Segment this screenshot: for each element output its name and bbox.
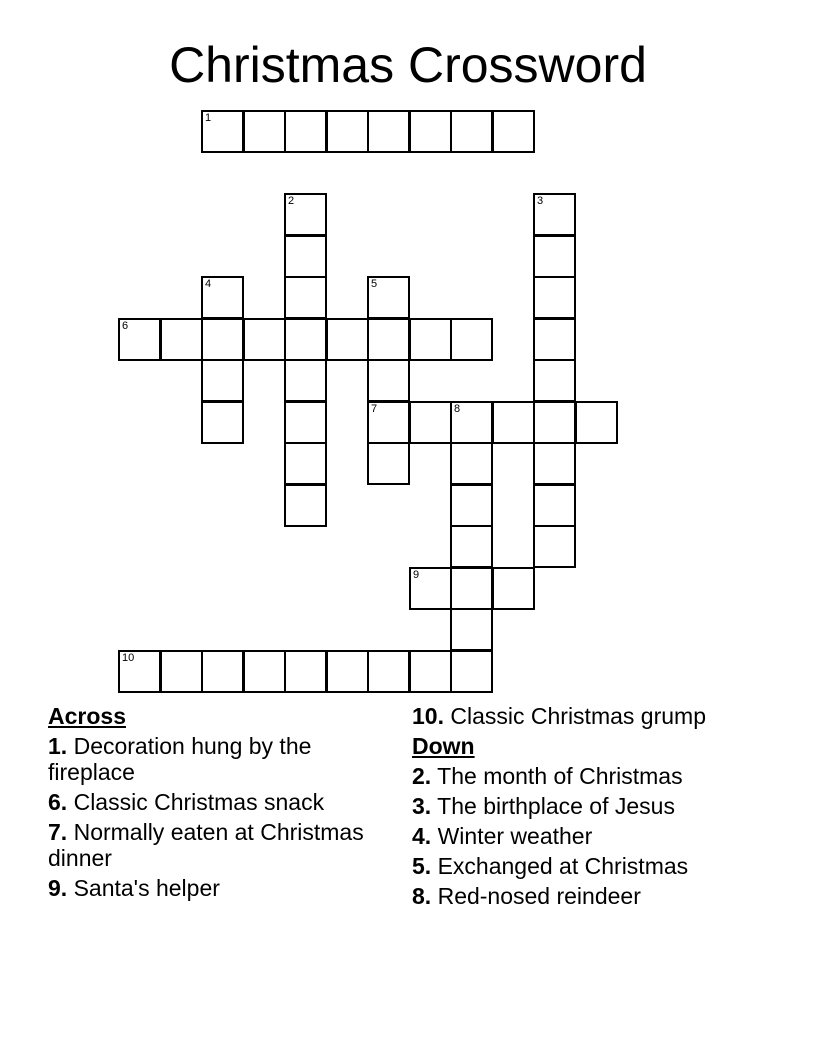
grid-cell-r4-c10[interactable]: [533, 276, 576, 319]
grid-cell-r3-c4[interactable]: [284, 235, 327, 278]
grid-cell-r4-c2[interactable]: [201, 276, 244, 319]
grid-cell-r10-c10[interactable]: [533, 525, 576, 568]
clue-across-1[interactable]: [48, 733, 388, 785]
clue-text: Classic Christmas grump: [450, 703, 706, 729]
grid-cell-r5-c2[interactable]: [201, 318, 244, 361]
clue-down-8[interactable]: [412, 883, 772, 909]
across-heading: Across: [48, 703, 126, 729]
grid-cell-r5-c5[interactable]: [326, 318, 369, 361]
cell-number: 1: [205, 112, 212, 124]
grid-cell-r7-c7[interactable]: [409, 401, 452, 444]
clue-column-left: [48, 703, 388, 905]
grid-cell-r2-c4[interactable]: [284, 193, 327, 236]
clue-text: Santa's helper: [73, 875, 220, 901]
grid-cell-r13-c2[interactable]: [201, 650, 244, 693]
grid-cell-r9-c4[interactable]: [284, 484, 327, 527]
grid-cell-r5-c4[interactable]: [284, 318, 327, 361]
cell-number: 2: [288, 195, 295, 207]
clue-text: Exchanged at Christmas: [437, 853, 689, 879]
grid-cell-r7-c11[interactable]: [575, 401, 618, 444]
grid-cell-r13-c6[interactable]: [367, 650, 410, 693]
cell-number: 7: [371, 403, 378, 415]
grid-cell-r7-c9[interactable]: [492, 401, 535, 444]
clue-text: The birthplace of Jesus: [437, 793, 675, 819]
grid-cell-r7-c2[interactable]: [201, 401, 244, 444]
grid-cell-r8-c4[interactable]: [284, 442, 327, 485]
grid-cell-r13-c5[interactable]: [326, 650, 369, 693]
grid-cell-r9-c10[interactable]: [533, 484, 576, 527]
cell-number: 3: [537, 195, 544, 207]
grid-cell-r0-c8[interactable]: [450, 110, 493, 153]
grid-cell-r5-c3[interactable]: [243, 318, 286, 361]
grid-cell-r0-c4[interactable]: [284, 110, 327, 153]
grid-cell-r12-c8[interactable]: [450, 608, 493, 651]
grid-cell-r9-c8[interactable]: [450, 484, 493, 527]
grid-cell-r5-c10[interactable]: [533, 318, 576, 361]
grid-cell-r6-c10[interactable]: [533, 359, 576, 402]
grid-cell-r13-c3[interactable]: [243, 650, 286, 693]
clue-number: 4.: [412, 823, 432, 849]
clue-text: Red-nosed reindeer: [437, 883, 641, 909]
grid-cell-r0-c2[interactable]: [201, 110, 244, 153]
grid-cell-r0-c7[interactable]: [409, 110, 452, 153]
clue-number: 1.: [48, 733, 68, 759]
clue-across-7[interactable]: [48, 819, 388, 871]
grid-cell-r4-c4[interactable]: [284, 276, 327, 319]
grid-cell-r6-c2[interactable]: [201, 359, 244, 402]
clue-text: Decoration hung by the fireplace: [48, 733, 312, 785]
clue-down-5[interactable]: [412, 853, 772, 879]
cell-number: 4: [205, 278, 212, 290]
clue-text: Winter weather: [437, 823, 593, 849]
grid-cell-r2-c10[interactable]: [533, 193, 576, 236]
grid-cell-r0-c5[interactable]: [326, 110, 369, 153]
grid-cell-r5-c0[interactable]: [118, 318, 161, 361]
cell-number: 6: [122, 320, 129, 332]
clue-text: Classic Christmas snack: [73, 789, 325, 815]
grid-cell-r7-c10[interactable]: [533, 401, 576, 444]
clue-number: 9.: [48, 875, 68, 901]
cell-number: 5: [371, 278, 378, 290]
grid-cell-r6-c6[interactable]: [367, 359, 410, 402]
grid-cell-r5-c6[interactable]: [367, 318, 410, 361]
clue-down-2[interactable]: [412, 763, 772, 789]
grid-cell-r8-c10[interactable]: [533, 442, 576, 485]
grid-cell-r11-c8[interactable]: [450, 567, 493, 610]
grid-cell-r10-c8[interactable]: [450, 525, 493, 568]
grid-cell-r4-c6[interactable]: [367, 276, 410, 319]
grid-cell-r6-c4[interactable]: [284, 359, 327, 402]
grid-cell-r13-c8[interactable]: [450, 650, 493, 693]
clue-number: 6.: [48, 789, 68, 815]
grid-cell-r8-c8[interactable]: [450, 442, 493, 485]
grid-cell-r5-c1[interactable]: [160, 318, 203, 361]
grid-cell-r0-c6[interactable]: [367, 110, 410, 153]
grid-cell-r11-c7[interactable]: [409, 567, 452, 610]
grid-cell-r5-c7[interactable]: [409, 318, 452, 361]
clue-number: 10.: [412, 703, 444, 729]
page-title: Christmas Crossword: [169, 37, 647, 93]
cell-number: 8: [454, 403, 461, 415]
clue-number: 3.: [412, 793, 432, 819]
grid-cell-r5-c8[interactable]: [450, 318, 493, 361]
clue-text: The month of Christmas: [437, 763, 683, 789]
clue-across-10[interactable]: [412, 703, 772, 729]
clue-number: 8.: [412, 883, 432, 909]
clue-across-6[interactable]: [48, 789, 388, 815]
grid-cell-r7-c8[interactable]: [450, 401, 493, 444]
clue-number: 2.: [412, 763, 432, 789]
grid-cell-r11-c9[interactable]: [492, 567, 535, 610]
clue-down-3[interactable]: [412, 793, 772, 819]
clue-text: Normally eaten at Christmas dinner: [48, 819, 364, 871]
clue-column-right: [412, 703, 772, 913]
clue-across-9[interactable]: [48, 875, 388, 901]
grid-cell-r13-c4[interactable]: [284, 650, 327, 693]
cell-number: 9: [413, 569, 420, 581]
grid-cell-r0-c9[interactable]: [492, 110, 535, 153]
grid-cell-r13-c0[interactable]: [118, 650, 161, 693]
grid-cell-r7-c6[interactable]: [367, 401, 410, 444]
clue-number: 7.: [48, 819, 68, 845]
grid-cell-r8-c6[interactable]: [367, 442, 410, 485]
down-heading: Down: [412, 733, 475, 759]
grid-cell-r13-c7[interactable]: [409, 650, 452, 693]
grid-cell-r7-c4[interactable]: [284, 401, 327, 444]
grid-cell-r13-c1[interactable]: [160, 650, 203, 693]
clue-number: 5.: [412, 853, 432, 879]
grid-cell-r3-c10[interactable]: [533, 235, 576, 278]
clue-down-4[interactable]: [412, 823, 772, 849]
grid-cell-r0-c3[interactable]: [243, 110, 286, 153]
cell-number: 10: [122, 652, 135, 664]
